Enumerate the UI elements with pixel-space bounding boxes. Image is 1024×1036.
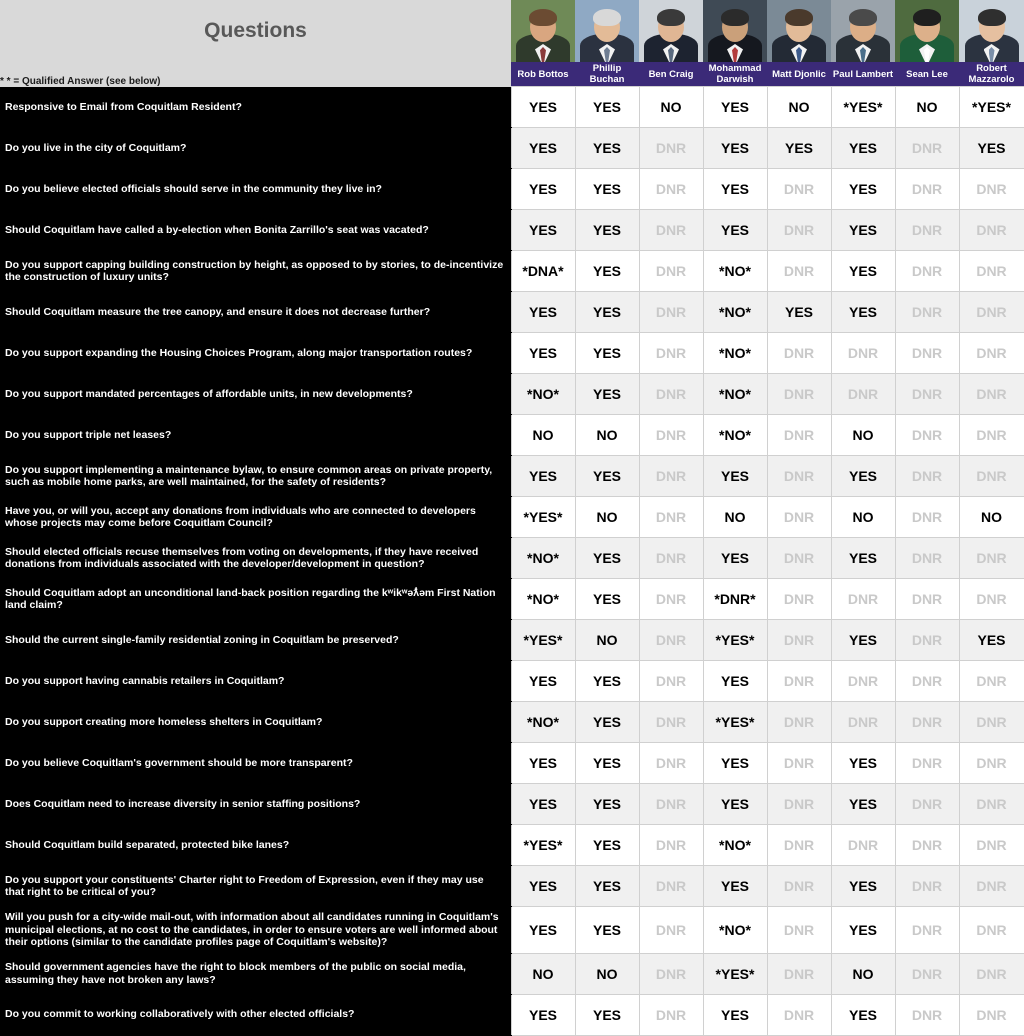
table-row — [0, 292, 1024, 333]
answer-cell: YES — [511, 907, 575, 954]
answer-cell: DNR — [767, 702, 831, 743]
answer-cell: YES — [703, 866, 767, 907]
answer-cell: YES — [831, 169, 895, 210]
portrait-phillip-buchan — [575, 0, 639, 62]
answer-cell: YES — [831, 538, 895, 579]
answer-cell: DNR — [959, 456, 1024, 497]
question-cell: Should Coquitlam build separated, protected bike lanes? — [0, 825, 511, 866]
portrait-paul-lambert — [831, 0, 895, 62]
answer-cell: DNR — [895, 497, 959, 538]
answer-cell: DNR — [639, 825, 703, 866]
portrait-rob-bottos — [511, 0, 575, 62]
answer-cell: DNR — [639, 169, 703, 210]
answer-cell: YES — [959, 620, 1024, 661]
answer-cell: DNR — [895, 374, 959, 415]
candidate-name: Sean Lee — [895, 62, 959, 87]
candidate-name: Rob Bottos — [511, 62, 575, 87]
answer-cell: DNR — [895, 579, 959, 620]
answer-cell: YES — [703, 87, 767, 128]
answer-cell: NO — [575, 415, 639, 456]
answer-cell: *NO* — [703, 251, 767, 292]
answer-cell: DNR — [959, 784, 1024, 825]
answer-cell: YES — [511, 210, 575, 251]
answer-cell: DNR — [959, 579, 1024, 620]
table-row — [0, 538, 1024, 579]
answer-cell: DNR — [639, 415, 703, 456]
answer-cell: *YES* — [511, 825, 575, 866]
answer-cell: YES — [767, 292, 831, 333]
table-row — [0, 825, 1024, 866]
answer-cell: DNR — [895, 866, 959, 907]
question-cell: Do you commit to working collaboratively with other elected officials? — [0, 994, 511, 1035]
answer-cell: DNR — [767, 169, 831, 210]
answer-cell: YES — [703, 169, 767, 210]
answer-cell: DNR — [767, 333, 831, 374]
candidate-name: Robert Mazzarolo — [959, 62, 1024, 87]
answer-cell: DNR — [639, 538, 703, 579]
question-cell: Have you, or will you, accept any donations from individuals who are connected to developers whose projects may come before Coquitlam Council? — [0, 497, 511, 538]
answer-cell: DNR — [767, 784, 831, 825]
answer-cell: DNR — [895, 333, 959, 374]
table-row — [0, 784, 1024, 825]
answer-cell: DNR — [959, 333, 1024, 374]
portrait-robert-mazzarolo — [959, 0, 1024, 62]
answer-cell: *NO* — [511, 374, 575, 415]
question-cell: Do you support creating more homeless shelters in Coquitlam? — [0, 702, 511, 743]
answer-cell: DNR — [639, 953, 703, 994]
answer-cell: DNR — [895, 953, 959, 994]
question-cell: Do you support expanding the Housing Choices Program, along major transportation routes? — [0, 333, 511, 374]
answer-cell: YES — [575, 743, 639, 784]
answer-cell: DNR — [895, 661, 959, 702]
answer-cell: DNR — [639, 292, 703, 333]
answer-cell: YES — [511, 456, 575, 497]
answer-cell: DNR — [959, 953, 1024, 994]
answer-cell: DNR — [895, 784, 959, 825]
question-cell: Should elected officials recuse themselves from voting on developments, if they have received donations from individuals associated with the developer/development in question? — [0, 538, 511, 579]
answer-cell: *NO* — [703, 333, 767, 374]
table-row — [0, 579, 1024, 620]
answer-cell: DNR — [831, 374, 895, 415]
answer-cell: DNR — [767, 210, 831, 251]
answer-cell: YES — [703, 210, 767, 251]
answer-cell: YES — [703, 784, 767, 825]
answer-cell: YES — [703, 538, 767, 579]
answer-cell: NO — [895, 87, 959, 128]
answer-cell: YES — [703, 743, 767, 784]
answer-cell: YES — [575, 292, 639, 333]
answer-cell: *YES* — [511, 497, 575, 538]
qualified-answer-note: * * = Qualified Answer (see below) — [0, 62, 511, 87]
answer-cell: DNR — [767, 538, 831, 579]
answer-cell: DNR — [959, 907, 1024, 954]
answer-cell: DNR — [959, 866, 1024, 907]
answer-cell: YES — [575, 251, 639, 292]
answer-cell: YES — [511, 128, 575, 169]
candidate-name: Mohammad Darwish — [703, 62, 767, 87]
table-body — [0, 87, 1024, 1036]
question-cell: Do you believe elected officials should serve in the community they live in? — [0, 169, 511, 210]
answer-cell: NO — [575, 953, 639, 994]
answer-cell: DNR — [895, 292, 959, 333]
answer-cell: YES — [831, 994, 895, 1035]
table-row — [0, 497, 1024, 538]
answer-cell: NO — [831, 953, 895, 994]
answer-cell: YES — [703, 661, 767, 702]
candidate-name: Phillip Buchan — [575, 62, 639, 87]
question-cell: Do you support your constituents' Charter right to Freedom of Expression, even if they may use that right to be critical of you? — [0, 866, 511, 907]
answer-cell: YES — [831, 210, 895, 251]
answer-cell: DNR — [895, 456, 959, 497]
question-cell: Do you support mandated percentages of affordable units, in new developments? — [0, 374, 511, 415]
answer-cell: DNR — [895, 251, 959, 292]
answer-cell: DNR — [959, 743, 1024, 784]
answer-cell: DNR — [767, 953, 831, 994]
answer-cell: NO — [831, 497, 895, 538]
candidate-photo-cell — [639, 0, 703, 62]
answer-cell: NO — [639, 87, 703, 128]
candidate-photo-cell — [831, 0, 895, 62]
answer-cell: YES — [831, 743, 895, 784]
answer-cell: YES — [511, 661, 575, 702]
portrait-matt-djonlic — [767, 0, 831, 62]
answer-cell: *DNR* — [703, 579, 767, 620]
answer-cell: YES — [831, 456, 895, 497]
table-row — [0, 374, 1024, 415]
answer-cell: YES — [575, 702, 639, 743]
answer-cell: DNR — [895, 415, 959, 456]
table-row — [0, 953, 1024, 994]
answer-cell: NO — [575, 620, 639, 661]
answer-cell: DNR — [767, 661, 831, 702]
answer-cell: YES — [959, 128, 1024, 169]
answer-cell: DNR — [767, 415, 831, 456]
answer-cell: DNR — [767, 497, 831, 538]
answer-cell: NO — [767, 87, 831, 128]
answer-cell: YES — [831, 128, 895, 169]
answer-cell: YES — [575, 210, 639, 251]
answer-cell: DNR — [767, 251, 831, 292]
answer-cell: YES — [511, 743, 575, 784]
portrait-mohammad-darwish — [703, 0, 767, 62]
candidate-photo-cell — [575, 0, 639, 62]
header-photo-row — [0, 0, 1024, 62]
answer-cell: YES — [575, 825, 639, 866]
answer-cell: DNR — [895, 169, 959, 210]
answer-cell: YES — [767, 128, 831, 169]
question-cell: Should the current single-family residential zoning in Coquitlam be preserved? — [0, 620, 511, 661]
answer-cell: DNR — [767, 579, 831, 620]
answer-cell: *NO* — [703, 825, 767, 866]
table-row — [0, 415, 1024, 456]
answer-cell: DNR — [895, 620, 959, 661]
header-name-row — [0, 62, 1024, 87]
answer-cell: YES — [575, 87, 639, 128]
table-row — [0, 620, 1024, 661]
candidate-photo-cell — [767, 0, 831, 62]
answer-cell: YES — [575, 579, 639, 620]
answer-cell: *NO* — [703, 292, 767, 333]
answer-cell: DNR — [959, 415, 1024, 456]
answer-cell: NO — [959, 497, 1024, 538]
answer-cell: DNR — [639, 497, 703, 538]
answer-cell: NO — [511, 415, 575, 456]
answer-cell: DNR — [959, 374, 1024, 415]
answer-cell: DNR — [831, 579, 895, 620]
answer-cell: DNR — [895, 743, 959, 784]
question-cell: Do you support capping building construction by height, as opposed to by stories, to de-incentivize the construction of luxury units? — [0, 251, 511, 292]
answer-cell: DNR — [895, 128, 959, 169]
candidate-photo-cell — [703, 0, 767, 62]
answer-cell: DNR — [959, 251, 1024, 292]
answer-cell: YES — [511, 333, 575, 374]
candidate-name: Matt Djonlic — [767, 62, 831, 87]
answer-cell: DNR — [831, 333, 895, 374]
candidate-photo-cell — [959, 0, 1024, 62]
answer-cell: DNR — [831, 825, 895, 866]
table-row — [0, 743, 1024, 784]
answer-cell: *NO* — [703, 374, 767, 415]
answer-cell: YES — [575, 456, 639, 497]
answer-cell: *YES* — [703, 953, 767, 994]
table-row — [0, 456, 1024, 497]
candidate-name: Paul Lambert — [831, 62, 895, 87]
table-row — [0, 994, 1024, 1035]
answer-cell: DNR — [639, 866, 703, 907]
answer-cell: YES — [511, 292, 575, 333]
question-cell: Do you support implementing a maintenance bylaw, to ensure common areas on private property, such as mobile home parks, are well maintained, for the safety of residents? — [0, 456, 511, 497]
answer-cell: YES — [575, 538, 639, 579]
answer-cell: *YES* — [511, 620, 575, 661]
answer-cell: YES — [703, 994, 767, 1035]
question-cell: Should Coquitlam adopt an unconditional land-back position regarding the kʷikʷəƛ̓əm First Nation land claim? — [0, 579, 511, 620]
answer-cell: DNR — [959, 825, 1024, 866]
answer-cell: *DNA* — [511, 251, 575, 292]
portrait-sean-lee — [895, 0, 959, 62]
answer-cell: DNR — [895, 210, 959, 251]
answer-cell: DNR — [895, 825, 959, 866]
table-header — [0, 0, 1024, 87]
answer-cell: *NO* — [511, 702, 575, 743]
candidate-photo-cell — [511, 0, 575, 62]
answer-cell: DNR — [767, 825, 831, 866]
answer-cell: DNR — [639, 251, 703, 292]
question-cell: Should government agencies have the right to block members of the public on social media, assuming they have not broken any laws? — [0, 953, 511, 994]
answer-cell: YES — [575, 333, 639, 374]
answer-cell: YES — [575, 784, 639, 825]
answer-cell: *NO* — [703, 907, 767, 954]
question-cell: Should Coquitlam have called a by-election when Bonita Zarrillo's seat was vacated? — [0, 210, 511, 251]
answer-cell: DNR — [639, 784, 703, 825]
answer-cell: *NO* — [511, 538, 575, 579]
questions-title: Questions — [0, 0, 511, 62]
answer-cell: NO — [831, 415, 895, 456]
answer-cell: DNR — [895, 538, 959, 579]
answer-cell: DNR — [639, 456, 703, 497]
answer-cell: DNR — [639, 579, 703, 620]
answer-cell: DNR — [959, 210, 1024, 251]
answer-cell: DNR — [959, 661, 1024, 702]
answer-cell: DNR — [831, 702, 895, 743]
answer-cell: YES — [511, 784, 575, 825]
answer-cell: NO — [703, 497, 767, 538]
answer-cell: DNR — [767, 620, 831, 661]
table-row — [0, 87, 1024, 128]
answer-cell: DNR — [959, 702, 1024, 743]
answer-cell: DNR — [895, 994, 959, 1035]
answer-cell: *YES* — [703, 620, 767, 661]
question-cell: Do you support triple net leases? — [0, 415, 511, 456]
table-row — [0, 128, 1024, 169]
answer-cell: DNR — [639, 907, 703, 954]
answer-cell: DNR — [959, 292, 1024, 333]
table-row — [0, 661, 1024, 702]
answer-cell: DNR — [959, 169, 1024, 210]
answer-cell: YES — [511, 866, 575, 907]
answer-cell: DNR — [639, 620, 703, 661]
answer-cell: NO — [575, 497, 639, 538]
answer-cell: *YES* — [703, 702, 767, 743]
answer-cell: YES — [831, 907, 895, 954]
answer-cell: DNR — [639, 333, 703, 374]
answer-cell: DNR — [767, 374, 831, 415]
answer-cell: DNR — [959, 994, 1024, 1035]
table-row — [0, 866, 1024, 907]
question-cell: Do you support having cannabis retailers in Coquitlam? — [0, 661, 511, 702]
table-row — [0, 333, 1024, 374]
answer-cell: DNR — [895, 907, 959, 954]
answer-cell: *NO* — [703, 415, 767, 456]
question-cell: Should Coquitlam measure the tree canopy, and ensure it does not decrease further? — [0, 292, 511, 333]
table-row — [0, 169, 1024, 210]
answer-cell: DNR — [639, 374, 703, 415]
answer-cell: *NO* — [511, 579, 575, 620]
table-row — [0, 907, 1024, 954]
candidate-name: Ben Craig — [639, 62, 703, 87]
candidate-photo-cell — [895, 0, 959, 62]
answer-cell: YES — [575, 866, 639, 907]
question-cell: Does Coquitlam need to increase diversity in senior staffing positions? — [0, 784, 511, 825]
answer-cell: DNR — [767, 456, 831, 497]
answer-cell: DNR — [959, 538, 1024, 579]
answer-cell: DNR — [639, 661, 703, 702]
answer-cell: YES — [511, 87, 575, 128]
answer-cell: YES — [703, 456, 767, 497]
answer-cell: DNR — [767, 994, 831, 1035]
table-row — [0, 210, 1024, 251]
answer-cell: DNR — [767, 743, 831, 784]
answer-cell: DNR — [639, 743, 703, 784]
answer-cell: YES — [831, 620, 895, 661]
answer-cell: YES — [831, 866, 895, 907]
answer-cell: YES — [511, 994, 575, 1035]
answer-cell: DNR — [831, 661, 895, 702]
answer-cell: YES — [831, 251, 895, 292]
answer-cell: YES — [575, 128, 639, 169]
table-row — [0, 702, 1024, 743]
table-row — [0, 251, 1024, 292]
answer-cell: YES — [831, 784, 895, 825]
answer-cell: DNR — [767, 907, 831, 954]
answer-cell: YES — [831, 292, 895, 333]
answer-cell: DNR — [639, 994, 703, 1035]
question-cell: Responsive to Email from Coquitlam Resident? — [0, 87, 511, 128]
answer-cell: NO — [511, 953, 575, 994]
portrait-ben-craig — [639, 0, 703, 62]
answer-cell: YES — [575, 994, 639, 1035]
answer-cell: DNR — [895, 702, 959, 743]
answer-cell: YES — [511, 169, 575, 210]
answer-cell: YES — [703, 128, 767, 169]
question-cell: Do you live in the city of Coquitlam? — [0, 128, 511, 169]
answer-cell: DNR — [639, 210, 703, 251]
answer-cell: DNR — [767, 866, 831, 907]
answer-cell: *YES* — [959, 87, 1024, 128]
answer-cell: DNR — [639, 128, 703, 169]
answer-cell: YES — [575, 907, 639, 954]
answer-cell: DNR — [639, 702, 703, 743]
answer-cell: YES — [575, 374, 639, 415]
question-cell: Will you push for a city-wide mail-out, with information about all candidates running in Coquitlam's municipal elections, at no cost to the candidates, in order to ensure voters are well informed about their options (similar to the candidate profiles page of Coquitlam's website)? — [0, 907, 511, 954]
answer-cell: *YES* — [831, 87, 895, 128]
answer-cell: YES — [575, 661, 639, 702]
answer-cell: YES — [575, 169, 639, 210]
question-cell: Do you believe Coquitlam's government should be more transparent? — [0, 743, 511, 784]
